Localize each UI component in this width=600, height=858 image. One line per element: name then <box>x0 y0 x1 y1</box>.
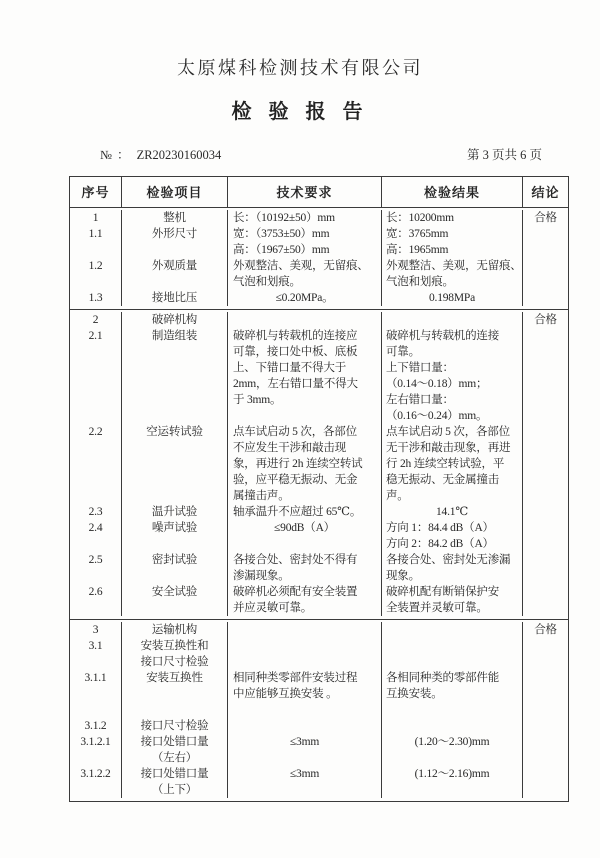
cell-line: 方向 2：84.2 dB（A） <box>386 538 494 550</box>
cell-line: 声。 <box>386 490 409 502</box>
cell-requirement <box>228 312 382 328</box>
cell-result <box>382 504 523 520</box>
cell-line: 气泡和划痕。 <box>386 276 454 288</box>
cell-line: （0.16～0.24）mm。 <box>386 410 488 422</box>
cell-item <box>122 520 228 552</box>
cell-line: 1.1 <box>88 228 103 240</box>
report-number <box>100 145 221 163</box>
cell-conclusion <box>523 766 568 798</box>
table-section-1 <box>70 208 568 309</box>
cell-line: （左右） <box>151 752 198 764</box>
table-section-3 <box>70 619 568 801</box>
cell-line: 安装互换性和 <box>140 640 209 652</box>
cell-line: 上、下错口量不得大于 <box>233 362 346 374</box>
cell-line: 破碎机与转载机的连接应 <box>233 330 358 342</box>
cell-conclusion <box>523 718 568 734</box>
cell-line: 高：（1967±50）mm <box>233 244 330 256</box>
cell-line: (1.20～2.30)mm <box>414 736 490 748</box>
cell-line: 空运转试验 <box>146 426 203 438</box>
cell-line: 宽：（3753±50）mm <box>233 228 330 240</box>
cell-requirement <box>228 424 382 504</box>
cell-serial <box>70 552 122 584</box>
cell-line: 接口处错口量 <box>140 736 209 748</box>
table-row <box>70 622 568 638</box>
cell-line: 上下错口量： <box>386 362 454 374</box>
cell-line: 2mm，左右错口量不得大 <box>233 378 358 390</box>
cell-line: 1.3 <box>88 292 103 304</box>
cell-line: 无干涉和敲击现象，再进 <box>386 442 511 454</box>
table-row <box>70 226 568 258</box>
cell-result <box>382 258 523 290</box>
cell-line: 稳无振动、无金属撞击 <box>386 474 499 486</box>
cell-line: 点车试启动 5 次，各部位 <box>233 426 357 438</box>
cell-line: 外观整洁、美观，无留痕、 <box>233 260 369 272</box>
cell-line: 2.2 <box>88 426 103 438</box>
cell-conclusion <box>523 552 568 584</box>
cell-serial <box>70 328 122 424</box>
cell-item <box>122 766 228 798</box>
cell-line: 3 <box>92 624 99 636</box>
cell-line: 方向 1：84.4 dB（A） <box>386 522 494 534</box>
cell-line: 各接合处、密封处无渗漏 <box>386 554 511 566</box>
cell-conclusion <box>523 328 568 424</box>
cell-serial <box>70 520 122 552</box>
cell-result <box>382 766 523 798</box>
cell-result <box>382 328 523 424</box>
cell-conclusion <box>523 670 568 702</box>
cell-line: 1.2 <box>88 260 103 272</box>
cell-result <box>382 622 523 638</box>
column-header-item: 检验项目 <box>122 177 228 207</box>
cell-line: 2.6 <box>88 586 103 598</box>
cell-result <box>382 226 523 258</box>
table-row <box>70 258 568 290</box>
cell-result <box>382 670 523 702</box>
cell-line: 1 <box>92 212 99 224</box>
cell-line: 现象。 <box>386 570 420 582</box>
table-row <box>70 210 568 226</box>
cell-item <box>122 424 228 504</box>
cell-requirement <box>228 584 382 616</box>
cell-line: 长：（10192±50）mm <box>233 212 335 224</box>
cell-serial <box>70 718 122 734</box>
cell-line: 安装互换性 <box>146 672 203 684</box>
column-header-serial: 序号 <box>70 177 122 207</box>
table-row <box>70 424 568 504</box>
cell-requirement <box>228 210 382 226</box>
cell-item <box>122 670 228 702</box>
cell-line: 接地比压 <box>151 292 198 304</box>
cell-line: 互换安装。 <box>386 688 443 700</box>
cell-line: 全装置并灵敏可靠。 <box>386 602 488 614</box>
cell-line: 温升试验 <box>151 506 198 518</box>
cell-requirement <box>228 504 382 520</box>
cell-requirement <box>228 718 382 734</box>
cell-item <box>122 290 228 306</box>
cell-line: 渗漏现象。 <box>233 570 290 582</box>
cell-line: 属撞击声。 <box>233 490 290 502</box>
cell-line: 安全试验 <box>151 586 198 598</box>
cell-conclusion <box>523 520 568 552</box>
cell-line: 3.1.2.1 <box>80 736 111 748</box>
cell-item <box>122 328 228 424</box>
cell-requirement <box>228 702 382 718</box>
cell-conclusion <box>523 638 568 670</box>
cell-result <box>382 210 523 226</box>
cell-requirement <box>228 552 382 584</box>
cell-result <box>382 520 523 552</box>
cell-line: 相同种类零部件安装过程 <box>233 672 358 684</box>
table-row <box>70 552 568 584</box>
cell-result <box>382 290 523 306</box>
cell-line: 2 <box>92 314 99 326</box>
cell-item <box>122 584 228 616</box>
cell-line: 左右错口量： <box>386 394 454 406</box>
cell-item <box>122 258 228 290</box>
cell-result <box>382 312 523 328</box>
cell-conclusion <box>523 226 568 258</box>
cell-requirement <box>228 226 382 258</box>
cell-item <box>122 210 228 226</box>
cell-line: 制造组装 <box>151 330 198 342</box>
table-row <box>70 766 568 798</box>
cell-line: 可靠，接口处中板、底板 <box>233 346 358 358</box>
cell-item <box>122 638 228 670</box>
table-row <box>70 718 568 734</box>
cell-serial <box>70 670 122 702</box>
cell-line: 象，再进行 2h 连续空转试 <box>233 458 363 470</box>
cell-conclusion <box>523 622 568 638</box>
table-section-2 <box>70 309 568 619</box>
cell-line: 接口处错口量 <box>140 768 209 780</box>
cell-line: 14.1℃ <box>436 506 468 518</box>
table-row <box>70 290 568 306</box>
cell-requirement <box>228 734 382 766</box>
cell-serial <box>70 638 122 670</box>
cell-item <box>122 226 228 258</box>
cell-line: 各接合处、密封处不得有 <box>233 554 358 566</box>
cell-conclusion <box>523 504 568 520</box>
cell-line: 2.5 <box>88 554 103 566</box>
table-body <box>70 208 568 801</box>
cell-serial <box>70 504 122 520</box>
report-title: 检 验 报 告 <box>231 101 369 123</box>
report-number-label: № ： <box>100 148 131 162</box>
cell-result <box>382 638 523 670</box>
cell-line: 并应灵敏可靠。 <box>233 602 313 614</box>
cell-result <box>382 424 523 504</box>
cell-line: 破碎机必须配有安全装置 <box>233 586 358 598</box>
cell-line: 噪声试验 <box>151 522 198 534</box>
report-number-value: ZR20230160034 <box>136 148 222 162</box>
cell-serial <box>70 258 122 290</box>
cell-line: 3.1 <box>88 640 103 652</box>
table-header-row <box>70 177 568 208</box>
cell-conclusion <box>523 290 568 306</box>
table-row <box>70 504 568 520</box>
cell-line: 可靠。 <box>386 346 420 358</box>
cell-line: 运输机构 <box>151 624 198 636</box>
cell-result <box>382 702 523 718</box>
cell-line: 验，应平稳无振动、无金 <box>233 474 358 486</box>
cell-line: 接口尺寸检验 <box>140 656 209 668</box>
cell-item <box>122 718 228 734</box>
cell-line: 合格 <box>534 314 557 326</box>
cell-serial <box>70 312 122 328</box>
cell-line: 2.1 <box>88 330 103 342</box>
cell-conclusion <box>523 424 568 504</box>
column-header-conclusion: 结论 <box>531 185 560 200</box>
cell-line: ≤0.20MPa。 <box>275 292 334 304</box>
cell-line: 高：1965mm <box>386 244 449 256</box>
table-row <box>70 584 568 616</box>
cell-line: 外形尺寸 <box>151 228 198 240</box>
cell-line: （0.14～0.18）mm； <box>386 378 488 390</box>
cell-requirement <box>228 670 382 702</box>
cell-line: 破碎机配有断销保护安 <box>386 586 499 598</box>
cell-line: 外观质量 <box>151 260 198 272</box>
cell-item <box>122 734 228 766</box>
cell-result <box>382 734 523 766</box>
cell-requirement <box>228 622 382 638</box>
cell-line: 行 2h 连续空转试验，平 <box>386 458 505 470</box>
cell-line: ≤3mm <box>289 736 320 748</box>
cell-result <box>382 552 523 584</box>
cell-line: 中应能够互换安装 。 <box>233 688 338 700</box>
cell-line: 2.3 <box>88 506 103 518</box>
table-row <box>70 520 568 552</box>
cell-serial <box>70 622 122 638</box>
cell-line: 宽：3765mm <box>386 228 449 240</box>
cell-item <box>122 312 228 328</box>
cell-line: 3.1.2.2 <box>80 768 111 780</box>
cell-requirement <box>228 328 382 424</box>
cell-conclusion <box>523 210 568 226</box>
cell-conclusion <box>523 258 568 290</box>
cell-line: 于 3mm。 <box>233 394 282 406</box>
cell-requirement <box>228 638 382 670</box>
cell-serial <box>70 424 122 504</box>
cell-line: 外观整洁、美观，无留痕、 <box>386 260 522 272</box>
company-title: 太原煤科检测技术有限公司 <box>177 58 423 78</box>
cell-requirement <box>228 258 382 290</box>
inspection-table <box>69 176 569 802</box>
cell-line: 2.4 <box>88 522 103 534</box>
cell-serial <box>70 702 122 718</box>
cell-line: 0.198MPa <box>428 292 475 304</box>
cell-serial <box>70 584 122 616</box>
cell-requirement <box>228 766 382 798</box>
cell-serial <box>70 226 122 258</box>
cell-line: 气泡和划痕。 <box>233 276 301 288</box>
cell-serial <box>70 734 122 766</box>
cell-item <box>122 622 228 638</box>
cell-requirement <box>228 520 382 552</box>
cell-conclusion <box>523 702 568 718</box>
cell-item <box>122 504 228 520</box>
cell-line: 3.1.1 <box>84 672 107 684</box>
cell-conclusion <box>523 734 568 766</box>
cell-line: (1.12～2.16)mm <box>414 768 490 780</box>
cell-line: 合格 <box>534 212 557 224</box>
cell-line: 整机 <box>163 212 186 224</box>
cell-serial <box>70 290 122 306</box>
cell-line: 点车试启动 5 次，各部位 <box>386 426 510 438</box>
table-row <box>70 734 568 766</box>
cell-serial <box>70 210 122 226</box>
cell-line: 接口尺寸检验 <box>140 720 209 732</box>
cell-line: ≤90dB（A） <box>274 522 335 534</box>
cell-item <box>122 702 228 718</box>
cell-line: 3.1.2 <box>84 720 107 732</box>
cell-line: ≤3mm <box>289 768 320 780</box>
cell-line: 破碎机构 <box>151 314 198 326</box>
cell-line: 合格 <box>534 624 557 636</box>
column-header-requirement: 技术要求 <box>228 177 382 207</box>
page-indicator: 第 3 页共 6 页 <box>466 148 542 162</box>
table-row <box>70 638 568 670</box>
cell-requirement <box>228 290 382 306</box>
cell-conclusion <box>523 584 568 616</box>
table-row <box>70 670 568 702</box>
cell-line: 破碎机与转载机的连接 <box>386 330 499 342</box>
cell-line: 轴承温升不应超过 65℃。 <box>233 506 362 518</box>
cell-item <box>122 552 228 584</box>
cell-conclusion <box>523 312 568 328</box>
cell-line: 长：10200mm <box>386 212 454 224</box>
cell-line: 不应发生干涉和敲击现 <box>233 442 346 454</box>
cell-line: 各相同种类的零部件能 <box>386 672 499 684</box>
cell-line: （上下） <box>151 784 198 796</box>
column-header-result: 检验结果 <box>382 177 523 207</box>
table-row <box>70 702 568 718</box>
table-row <box>70 312 568 328</box>
cell-serial <box>70 766 122 798</box>
cell-result <box>382 718 523 734</box>
cell-result <box>382 584 523 616</box>
cell-line: 密封试验 <box>151 554 198 566</box>
table-row <box>70 328 568 424</box>
report-meta <box>100 145 542 163</box>
